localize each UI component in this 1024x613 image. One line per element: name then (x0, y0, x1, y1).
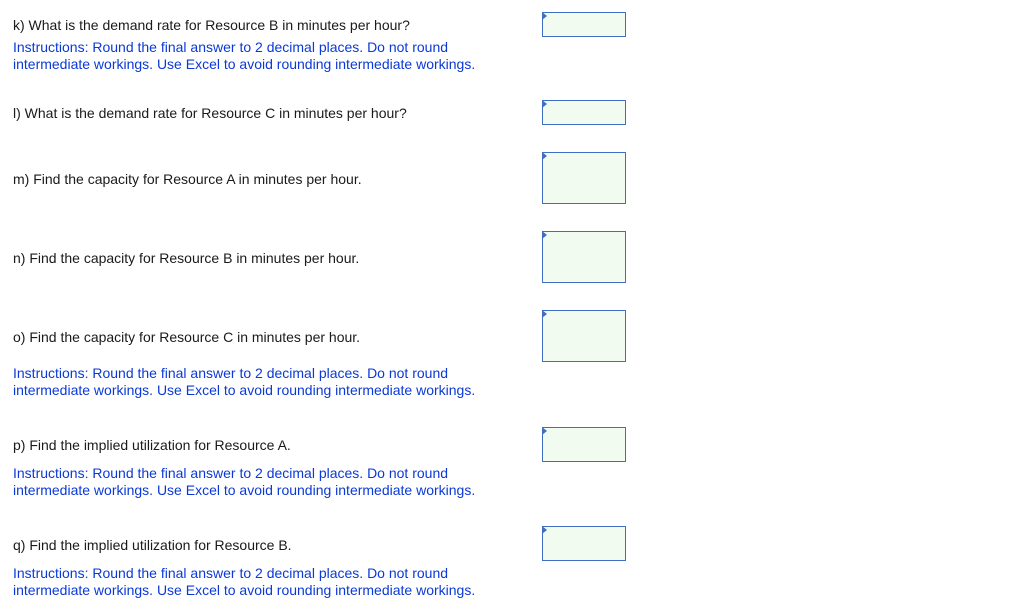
question-n-text: n) Find the capacity for Resource B in minutes per hour. (13, 250, 360, 266)
question-k-text: k) What is the demand rate for Resource B in minutes per hour? (13, 17, 410, 33)
question-p-text: p) Find the implied utilization for Resource A. (13, 437, 291, 453)
answer-input-q[interactable] (542, 526, 626, 561)
answer-input-o[interactable] (542, 310, 626, 362)
answer-input-k[interactable] (542, 12, 626, 37)
answer-input-n[interactable] (542, 231, 626, 283)
instructions-line: intermediate workings. Use Excel to avoid rounding intermediate workings. (13, 582, 476, 598)
question-o-text: o) Find the capacity for Resource C in minutes per hour. (13, 329, 361, 345)
question-q-text: q) Find the implied utilization for Resource B. (13, 537, 292, 553)
answer-input-m[interactable] (542, 152, 626, 204)
instructions-line: Instructions: Round the final answer to 2 decimal places. Do not round (13, 39, 449, 55)
question-m-text: m) Find the capacity for Resource A in minutes per hour. (13, 171, 362, 187)
question-l-text: l) What is the demand rate for Resource C in minutes per hour? (13, 105, 407, 121)
instructions-line: intermediate workings. Use Excel to avoid rounding intermediate workings. (13, 56, 476, 72)
question-q-instructions (13, 565, 475, 599)
answer-input-l[interactable] (542, 100, 626, 125)
instructions-line: Instructions: Round the final answer to 2 decimal places. Do not round (13, 465, 449, 481)
instructions-line: intermediate workings. Use Excel to avoid rounding intermediate workings. (13, 482, 476, 498)
instructions-line: Instructions: Round the final answer to 2 decimal places. Do not round (13, 565, 449, 581)
instructions-line: intermediate workings. Use Excel to avoid rounding intermediate workings. (13, 382, 476, 398)
question-o-instructions (13, 365, 475, 399)
instructions-line: Instructions: Round the final answer to 2 decimal places. Do not round (13, 365, 449, 381)
question-k-instructions (13, 39, 475, 73)
question-p-instructions (13, 465, 475, 499)
answer-input-p[interactable] (542, 427, 626, 462)
